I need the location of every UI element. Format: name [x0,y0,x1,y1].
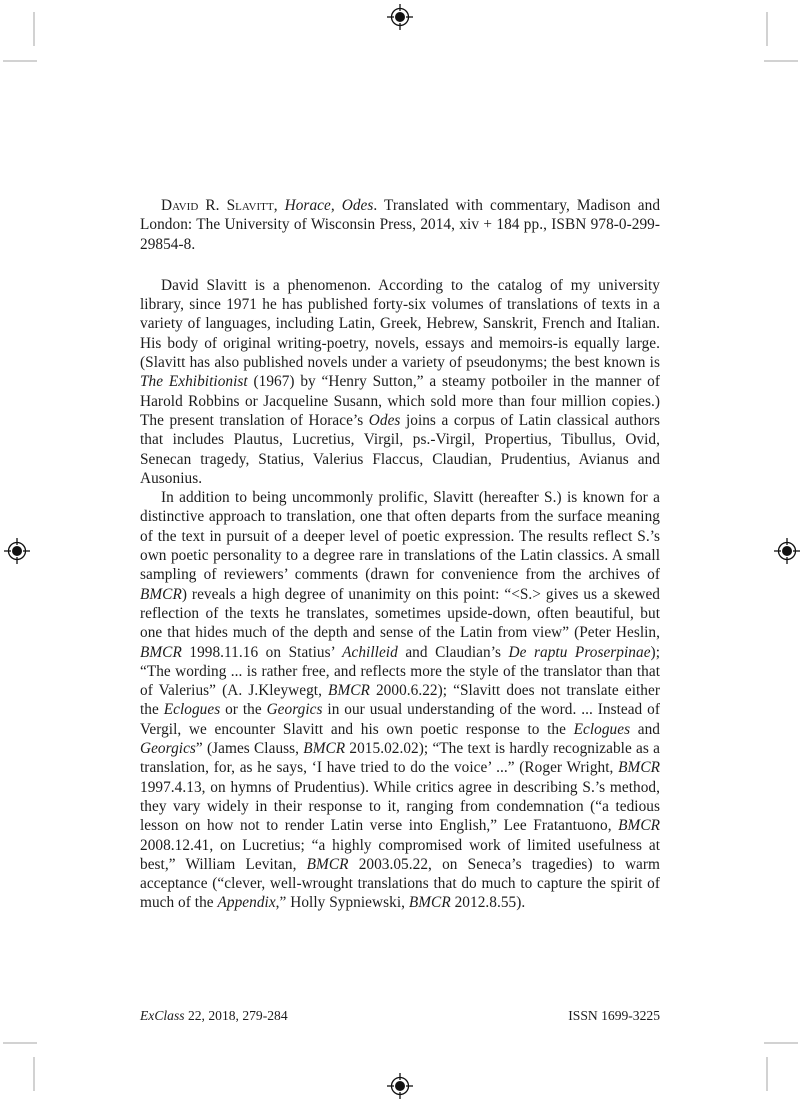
reference-separator: , [273,197,285,214]
text-run-4: joins a corpus of Latin classical authors that includes Plautus, Lucretius, Virgil, ps.-Virgil, Propertius, Tibullus, Ovid, Senecan tragedy, Statius, Valerius Flaccus, Claudian, Prudentius, Avianus and Ausonius. [140,411,660,487]
italic-run-21: BMCR [618,759,660,777]
text-run-2: ) reveals a high degree of unanimity on this point: “<S.> gives us a skewed reflection of the texts he translates, sometimes upside-down, often beautiful, but one that hides much of the depth and sense of the Latin from view” (Peter Heslin, [140,585,660,642]
crop-mark-top-right-vertical [766,12,768,46]
text-run-14: in our usual understanding of the word. ... Instead of Vergil, we encounter Slavitt and his own poetic response to the [140,701,660,738]
italic-run-1: The Exhibitionist [140,373,248,391]
italic-run-11: Eclogues [163,701,221,719]
italic-run-23: BMCR [618,817,660,835]
paragraph-spacer [140,254,660,276]
italic-run-7: De raptu Proserpinae [508,643,651,661]
reference-author: David R. Slavitt [161,197,274,214]
review-paragraph-1 [140,276,660,488]
text-run-0: David Slavitt is a phenomenon. According to the catalog of my university library, since 1971 he has published forty-six volumes of translations of texts in a variety of languages, including Latin, Greek, Hebrew, Sanskrit, French and Italian. His body of original writing-poetry, novels, essays and memoirs-is equally large. (Slavitt has also published novels under a variety of pseudonyms; the best known is [140,276,660,372]
italic-run-3: Odes [368,411,401,429]
registration-mark-right [774,538,800,564]
text-run-28: ,” Holly Sypniewski, [275,894,409,912]
text-run-16: and [630,720,660,738]
footer-citation [140,1008,288,1024]
italic-run-19: BMCR [303,740,346,758]
registration-mark-left [4,538,30,564]
crop-mark-bottom-left-horizontal [3,1042,37,1044]
text-run-30: 2012.8.55). [450,894,526,912]
footer-volume-year-pages: 22, 2018, 279-284 [184,1008,288,1023]
registration-mark-top [387,4,413,30]
text-run-6: and Claudian’s [397,643,509,661]
text-run-10: 2000.6.22); “Slavitt does not translate either the [140,682,660,719]
text-run-18: ” (James Clauss, [195,740,304,758]
italic-run-25: BMCR [306,855,349,873]
text-run-4: 1998.11.16 on Statius’ [181,643,343,661]
review-paragraph-2 [140,488,660,913]
italic-run-17: Georgics [140,740,196,758]
italic-run-15: Eclogues [573,720,631,738]
registration-mark-bottom [387,1073,413,1099]
crop-mark-top-left-horizontal [3,60,37,62]
italic-run-29: BMCR [408,894,451,912]
text-run-22: 1997.4.13, on hymns of Prudentius). While critics agree in describing S.’s method, they vary widely in their response to it, ranging from condemnation (“a tedious lesson on how not to render Latin verse into English,” Lee Fratantuono, [140,778,660,835]
text-run-2: (1967) by “Henry Sutton,” a steamy potboiler in the manner of Harold Robbins or Jacqueline Susann, which sold more than four million copies.) The present translation of Horace’s [140,373,660,429]
text-run-24: 2008.12.41, on Lucretius; “a highly compromised work of limited usefulness at best,” William Levitan, [140,836,660,873]
italic-run-1: BMCR [140,585,182,603]
page-text-column [140,196,660,913]
crop-mark-bottom-right-horizontal [764,1042,798,1044]
text-run-26: 2003.05.22, on Seneca’s tragedies) to warm acceptance (“clever, well-wrought translations that do much to capture the spirit of much of the [140,855,660,912]
italic-run-3: BMCR [140,643,182,661]
reference-publication-details: . Translated with commentary, Madison and London: The University of Wisconsin Press, 2014, xiv + 184 pp., ISBN 978-0-299-29854-8. [140,197,661,253]
text-run-0: In addition to being uncommonly prolific, Slavitt (hereafter S.) is known for a distinctive approach to translation, one that often departs from the surface meaning of the text in pursuit of a deeper level of poetic expression. The results reflect S.’s own poetic personality to a degree rare in translations of the Latin classics. A small sampling of reviewers’ comments (drawn for convenience from the archives of [140,489,660,584]
crop-mark-bottom-left-vertical [33,1057,35,1091]
crop-mark-bottom-right-vertical [766,1057,768,1091]
italic-run-13: Georgics [266,701,323,719]
crop-mark-top-left-vertical [33,12,35,46]
italic-run-27: Appendix [217,894,276,912]
crop-mark-top-right-horizontal [764,60,798,62]
footer-journal-name: ExClass [140,1008,185,1023]
text-run-20: 2015.02.02); “The text is hardly recognizable as a translation, for, as he says, ‘I have tried to do the voice’ ...” (Roger Wright, [140,740,661,777]
text-run-12: or the [220,701,267,719]
page-footer [140,1008,660,1024]
italic-run-9: BMCR [328,682,370,700]
book-reference-heading [140,196,660,254]
italic-run-5: Achilleid [342,643,398,661]
footer-issn: ISSN 1699-3225 [568,1008,660,1023]
reference-title: Horace, Odes [284,197,374,214]
text-run-8: ); “The wording ... is rather free, and reflects more the style of the translator than that of Valerius” (A. J.Kleywegt, [140,643,660,700]
